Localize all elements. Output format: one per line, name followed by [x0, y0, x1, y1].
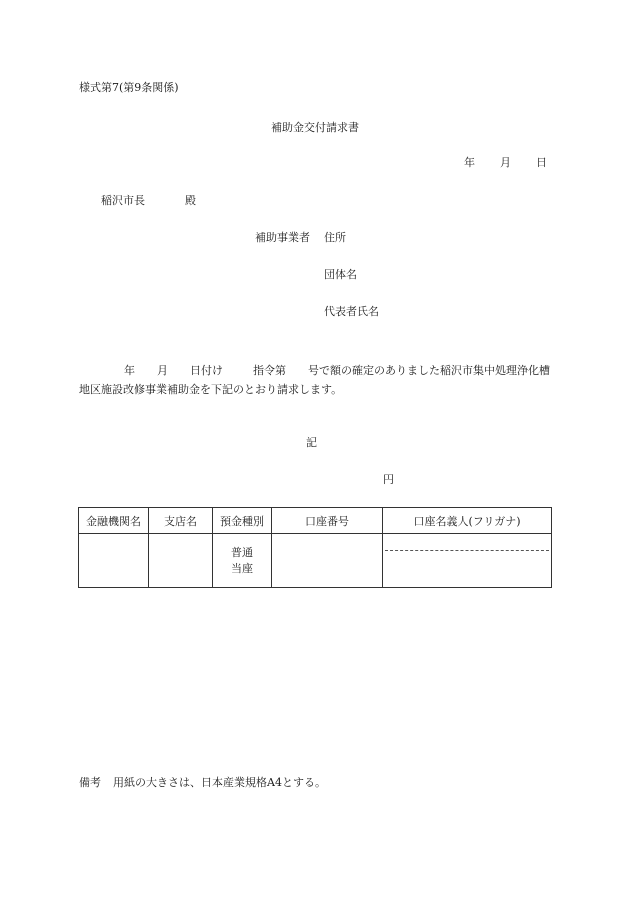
- addressee-name: 稲沢市長: [101, 194, 145, 207]
- para-date: 日付け: [190, 364, 223, 377]
- date-month: 月: [500, 156, 511, 169]
- remarks-label: 備考: [79, 776, 101, 789]
- form-number: 様式第7(第9条関係): [79, 81, 179, 94]
- header-account-holder: 口座名義人(フリガナ): [383, 508, 552, 534]
- header-deposit-type: 預金種別: [213, 508, 272, 534]
- date-year: 年: [464, 156, 475, 169]
- bank-name-cell: [79, 534, 149, 588]
- para-rest: 号で額の確定のありました稲沢市集中処理浄化槽地区施設改修事業補助金を下記のとおり請求します。: [79, 364, 550, 396]
- document-title: 補助金交付請求書: [271, 121, 359, 134]
- account-holder-cell: [383, 534, 552, 588]
- para-order: 指令第: [253, 364, 286, 377]
- date-day: 日: [536, 156, 547, 169]
- furigana-divider: [385, 550, 549, 551]
- deposit-type-ordinary: 普通: [231, 545, 253, 559]
- deposit-type-checking: 当座: [231, 561, 253, 575]
- account-number-cell: [272, 534, 383, 588]
- ki-label: 記: [306, 436, 317, 449]
- para-year: 年: [124, 364, 135, 377]
- date-line: [464, 157, 547, 168]
- amount-unit: 円: [383, 473, 394, 486]
- table-header-row: [79, 508, 552, 534]
- bank-account-table: [78, 507, 552, 588]
- header-branch: 支店名: [149, 508, 213, 534]
- request-paragraph: [79, 361, 559, 399]
- deposit-type-cell: [213, 534, 272, 588]
- representative-label: 代表者氏名: [324, 305, 379, 318]
- branch-cell: [149, 534, 213, 588]
- remarks-text: 用紙の大きさは、日本産業規格A4とする。: [113, 776, 326, 789]
- header-account-number: 口座番号: [272, 508, 383, 534]
- table-row: [79, 534, 552, 588]
- addressee-honorific: 殿: [185, 194, 196, 207]
- remarks: [79, 777, 326, 788]
- header-bank-name: 金融機関名: [79, 508, 149, 534]
- para-month: 月: [157, 364, 168, 377]
- applicant-label: 補助事業者: [255, 231, 310, 244]
- organization-label: 団体名: [324, 268, 357, 281]
- addressee: [101, 195, 196, 206]
- address-label: 住所: [324, 231, 346, 244]
